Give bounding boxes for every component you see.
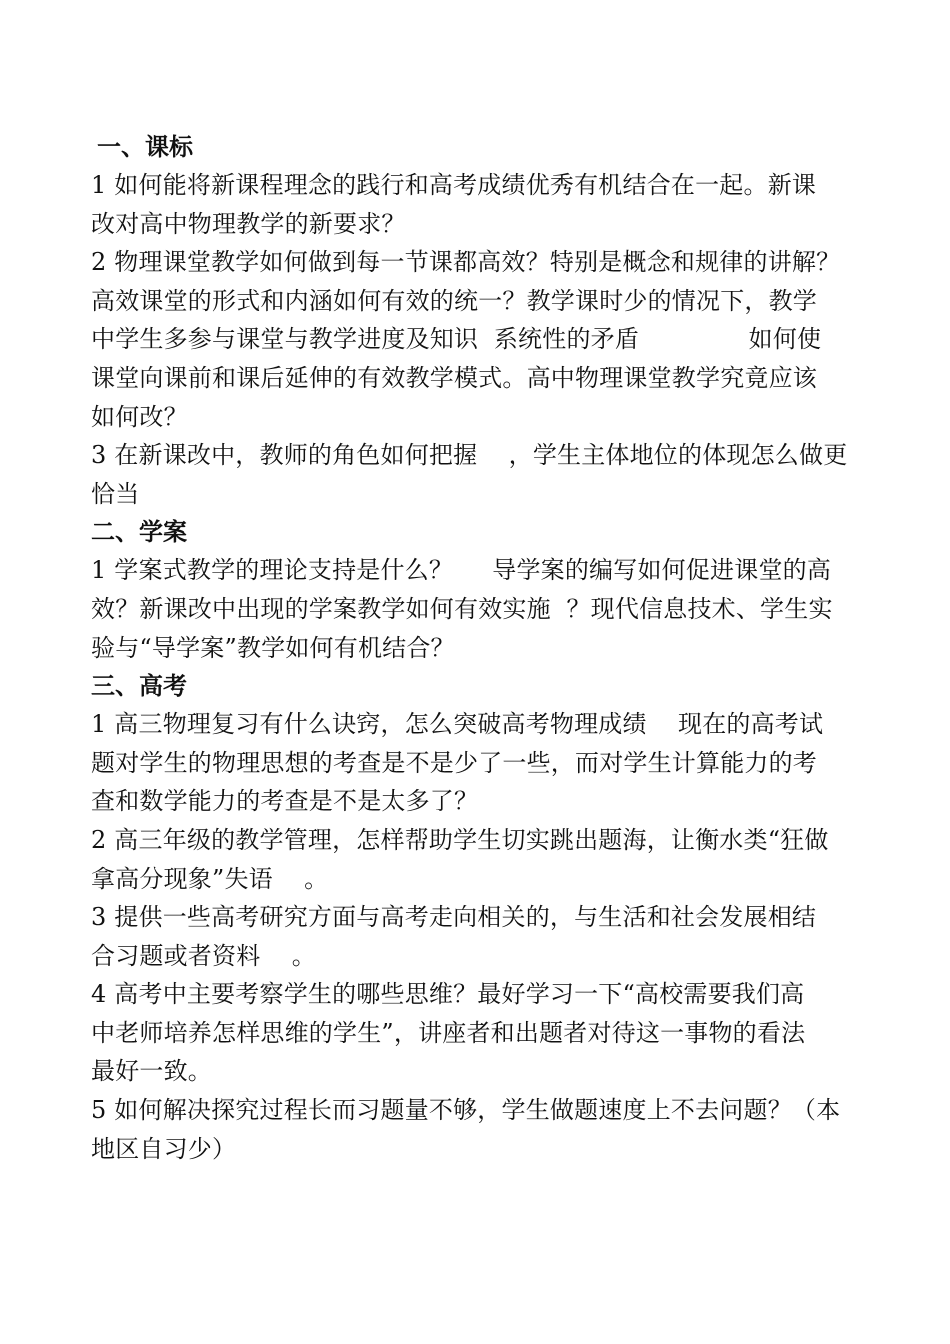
text-line: 验与“导学案”教学如何有机结合？	[91, 633, 455, 662]
text-line: 效？新课改中出现的学案教学如何有效实施 ？现代信息技术、学生实	[91, 594, 833, 623]
question-paragraph	[91, 1091, 866, 1168]
text-line: 1 学案式教学的理论支持是什么？ 导学案的编写如何促进课堂的高	[91, 556, 832, 585]
text-line: 最好一致。	[91, 1057, 212, 1086]
text-line: 3 提供一些高考研究方面与高考走向相关的，与生活和社会发展相结	[91, 903, 817, 932]
section-study-plan	[91, 513, 866, 667]
text-line: 中老师培养怎样思维的学生”，讲座者和出题者对待这一事物的看法	[91, 1018, 806, 1047]
text-line: 5 如何解决探究过程长而习题量不够，学生做题速度上不去问题？（本	[91, 1096, 841, 1125]
question-paragraph	[91, 898, 866, 975]
text-line: 如何改？	[91, 402, 188, 431]
section-heading: 三、高考	[91, 672, 187, 701]
section-college-entrance-exam	[91, 667, 866, 1168]
text-line: 课堂向课前和课后延伸的有效教学模式。高中物理课堂教学究竟应该	[91, 363, 817, 392]
question-paragraph	[91, 975, 866, 1091]
text-line: 地区自习少）	[91, 1134, 237, 1163]
question-paragraph	[91, 551, 866, 667]
text-line: 2 高三年级的教学管理，怎样帮助学生切实跳出题海，让衡水类“狂做	[91, 825, 829, 854]
text-line: 4 高考中主要考察学生的哪些思维？最好学习一下“高校需要我们高	[91, 980, 805, 1009]
text-line: 查和数学能力的考查是不是太多了？	[91, 787, 479, 816]
document-body	[91, 128, 866, 1168]
section-curriculum-standards	[91, 128, 866, 513]
text-line: 高效课堂的形式和内涵如何有效的统一？教学课时少的情况下，教学	[91, 286, 817, 315]
text-line: 题对学生的物理思想的考查是不是少了一些，而对学生计算能力的考	[91, 748, 817, 777]
question-paragraph	[91, 166, 866, 243]
text-line: 合习题或者资料 。	[91, 941, 316, 970]
text-line: 1 如何能将新课程理念的践行和高考成绩优秀有机结合在一起。新课	[91, 171, 817, 199]
text-line: 中学生多参与课堂与教学进度及知识 系统性的矛盾 如何使	[91, 325, 822, 354]
text-line: 3 在新课改中，教师的角色如何把握 ，学生主体地位的体现怎么做更	[91, 441, 848, 470]
question-paragraph	[91, 436, 866, 513]
text-line: 恰当	[91, 479, 140, 508]
text-line: 2 物理课堂教学如何做到每一节课都高效？特别是概念和规律的讲解？	[91, 248, 841, 277]
section-heading: 一、课标	[97, 133, 193, 161]
question-paragraph	[91, 821, 866, 898]
section-heading: 二、学案	[91, 518, 187, 547]
question-paragraph	[91, 705, 866, 821]
text-line: 1 高三物理复习有什么诀窍，怎么突破高考物理成绩 现在的高考试	[91, 710, 824, 739]
text-line: 拿高分现象”失语 。	[91, 864, 329, 893]
text-line: 改对高中物理教学的新要求？	[91, 209, 406, 238]
question-paragraph	[91, 243, 866, 436]
